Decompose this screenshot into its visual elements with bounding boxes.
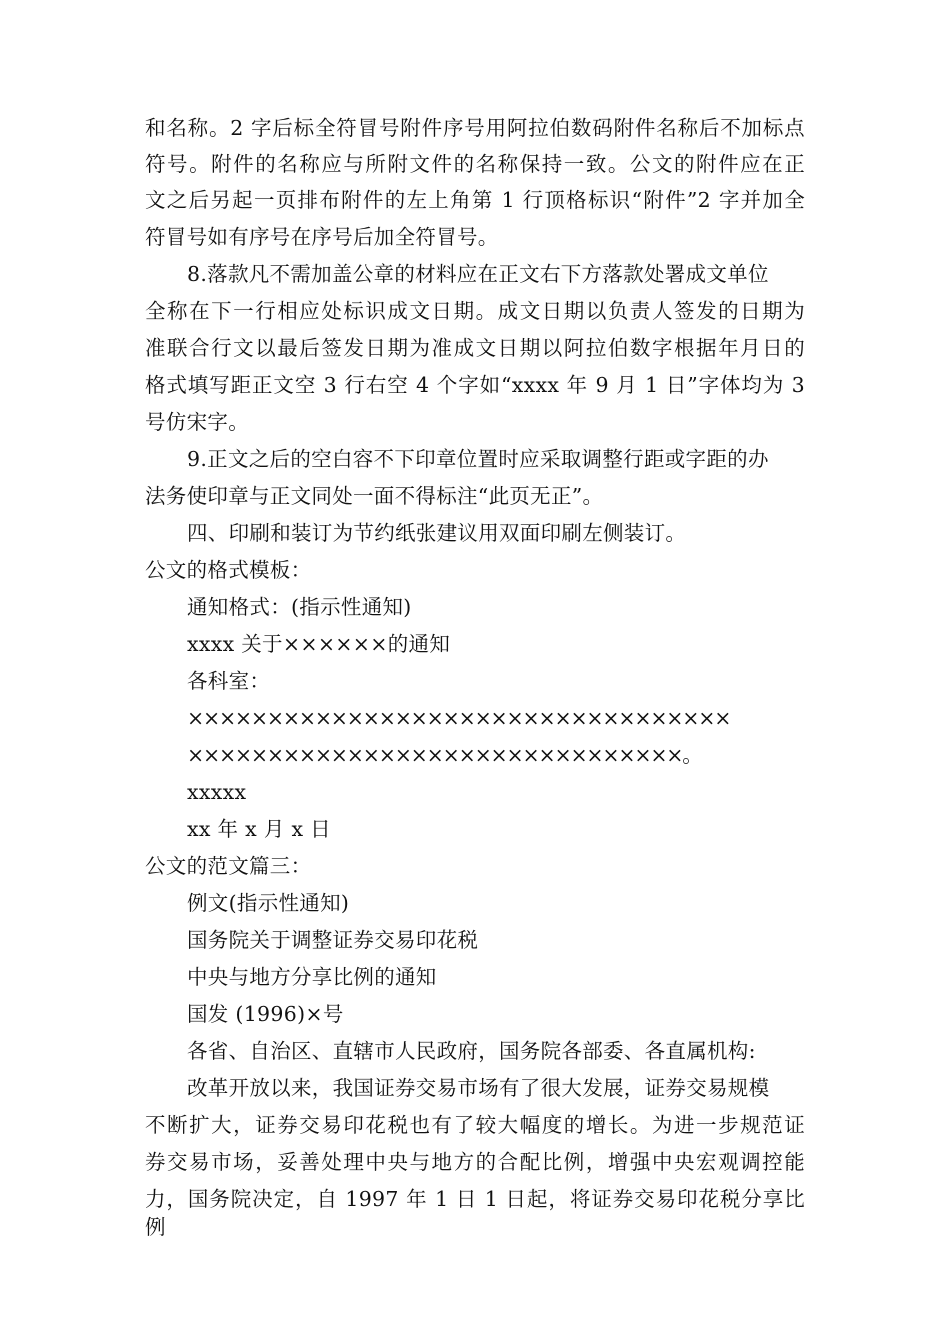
text-line-17: ××××××××××××××××××××××××××××××××××	[187, 706, 731, 730]
text-line-30: 力，国务院决定，自 1997 年 1 日 1 日起，将证券交易印花税分享比例	[145, 1187, 805, 1239]
text-line-25: 国发 (1996)×号	[187, 1002, 344, 1026]
text-line-5: 8.落款凡不需加盖公章的材料应在正文右下方落款处署成文单位	[187, 262, 769, 286]
text-line-3: 文之后另起一页排布附件的左上角第 1 行顶格标识“附件”2 字并加全	[145, 188, 805, 212]
text-line-11: 法务使印章与正文同处一面不得标注“此页无正”。	[145, 484, 604, 508]
text-line-22: 例文(指示性通知)	[187, 891, 350, 915]
text-line-24: 中央与地方分享比例的通知	[187, 965, 437, 989]
text-line-26: 各省、自治区、直辖市人民政府，国务院各部委、各直属机构:	[187, 1039, 756, 1063]
text-line-20: xx 年 x 月 x 日	[187, 817, 331, 841]
text-line-13: 公文的格式模板：	[145, 558, 312, 582]
text-line-10: 9.正文之后的空白容不下印章位置时应采取调整行距或字距的办	[187, 447, 769, 471]
text-line-8: 格式填写距正文空 3 行右空 4 个字如“xxxx 年 9 月 1 日”字体均为 3	[145, 373, 805, 397]
text-line-28: 不断扩大，证券交易印花税也有了较大幅度的增长。为进一步规范证	[145, 1113, 805, 1137]
text-line-21: 公文的范文篇三：	[145, 854, 312, 878]
text-line-18: ×××××××××××××××××××××××××××××××。	[187, 743, 702, 767]
text-line-12: 四、印刷和装订为节约纸张建议用双面印刷左侧装订。	[187, 521, 687, 545]
text-line-29: 券交易市场，妥善处理中央与地方的合配比例，增强中央宏观调控能	[145, 1150, 805, 1174]
text-line-6: 全称在下一行相应处标识成文日期。成文日期以负责人签发的日期为	[145, 299, 805, 323]
text-line-2: 符号。附件的名称应与所附文件的名称保持一致。公文的附件应在正	[145, 152, 805, 176]
text-line-27: 改革开放以来，我国证券交易市场有了很大发展，证券交易规模	[187, 1076, 770, 1100]
text-line-1: 和名称。2 字后标全符冒号附件序号用阿拉伯数码附件名称后不加标点	[145, 116, 805, 140]
text-line-4: 符冒号如有序号在序号后加全符冒号。	[145, 225, 499, 249]
text-line-15: xxxx 关于××××××的通知	[187, 632, 451, 656]
text-line-19: xxxxx	[187, 780, 247, 804]
text-line-14: 通知格式：(指示性通知)	[187, 595, 412, 619]
text-line-9: 号仿宋字。	[145, 410, 249, 434]
text-line-23: 国务院关于调整证券交易印花税	[187, 928, 479, 952]
text-line-16: 各科室：	[187, 669, 271, 693]
text-line-7: 准联合行文以最后签发日期为准成文日期以阿拉伯数字根据年月日的	[145, 336, 805, 360]
